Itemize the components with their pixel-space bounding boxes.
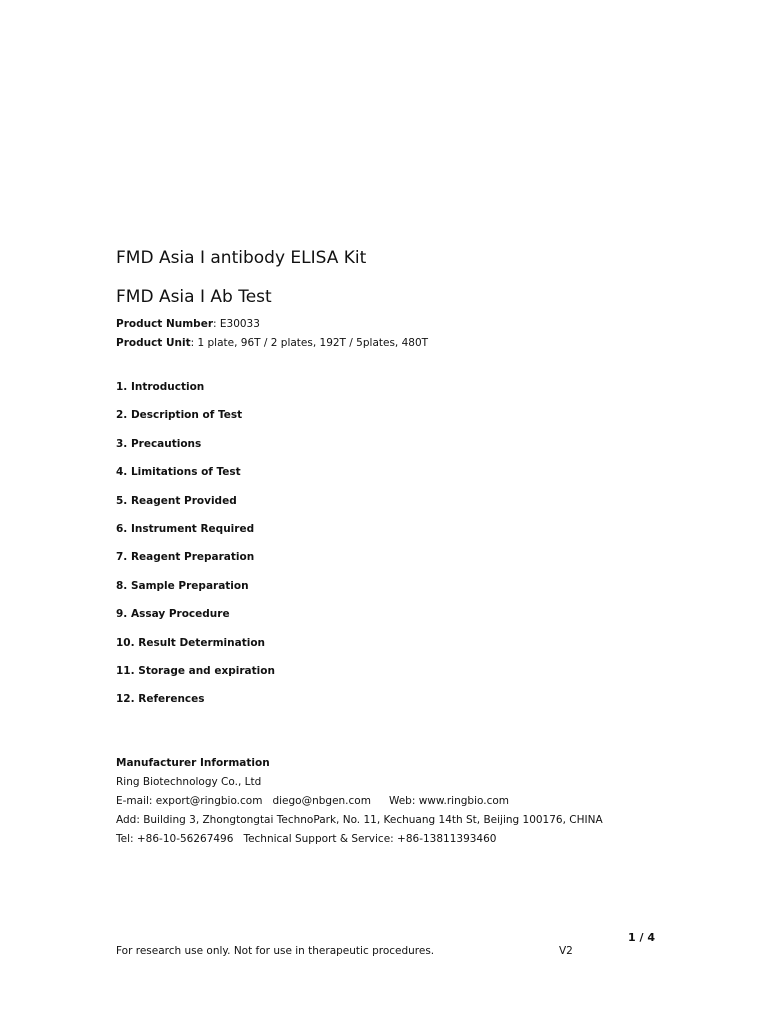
toc-item: 6. Instrument Required — [116, 522, 255, 535]
toc-item: 11. Storage and expiration — [116, 664, 275, 677]
toc-item: 12. References — [116, 693, 205, 706]
product-number-value: : E30033 — [213, 318, 260, 330]
version-label: V2 — [559, 945, 573, 957]
manufacturer-web: Web: www.ringbio.com — [388, 795, 509, 807]
manufacturer-contact-line — [116, 792, 603, 811]
manufacturer-phone-line — [116, 830, 603, 849]
manufacturer-info — [116, 754, 603, 849]
toc-item: 10. Result Determination — [116, 636, 266, 649]
product-number-line — [116, 318, 260, 330]
footer-note: For research use only. Not for use in therapeutic procedures. — [116, 945, 435, 957]
page-number: 1 / 4 — [628, 931, 655, 944]
toc-item: 7. Reagent Preparation — [116, 551, 255, 564]
toc-item: 1. Introduction — [116, 381, 205, 393]
table-of-contents — [116, 380, 275, 721]
product-number-label: Product Number — [116, 318, 213, 330]
document-subtitle: FMD Asia I Ab Test — [116, 287, 272, 307]
product-unit-label: Product Unit — [116, 337, 191, 349]
toc-item: 9. Assay Procedure — [116, 608, 230, 621]
product-unit-value: : 1 plate, 96T / 2 plates, 192T / 5plates, 480T — [190, 337, 429, 349]
toc-item: 3. Precautions — [116, 437, 202, 450]
manufacturer-support: Technical Support & Service: +86-13811393460 — [243, 833, 497, 845]
toc-item: 5. Reagent Provided — [116, 494, 237, 507]
manufacturer-heading: Manufacturer Information — [116, 757, 270, 769]
toc-item: 8. Sample Preparation — [116, 579, 249, 592]
manufacturer-tel: Tel: +86-10-56267496 — [116, 833, 234, 845]
manufacturer-company: Ring Biotechnology Co., Ltd — [116, 776, 262, 788]
manufacturer-email-2: diego@nbgen.com — [272, 795, 371, 807]
toc-item: 2. Description of Test — [116, 409, 243, 422]
toc-item: 4. Limitations of Test — [116, 466, 241, 479]
document-title: FMD Asia I antibody ELISA Kit — [116, 248, 367, 268]
manufacturer-address: Add: Building 3, Zhongtongtai TechnoPark, No. 11, Kechuang 14th St, Beijing 100176, CHINA — [116, 814, 603, 826]
manufacturer-email: E-mail: export@ringbio.com — [116, 795, 263, 807]
product-unit-line — [116, 337, 428, 349]
